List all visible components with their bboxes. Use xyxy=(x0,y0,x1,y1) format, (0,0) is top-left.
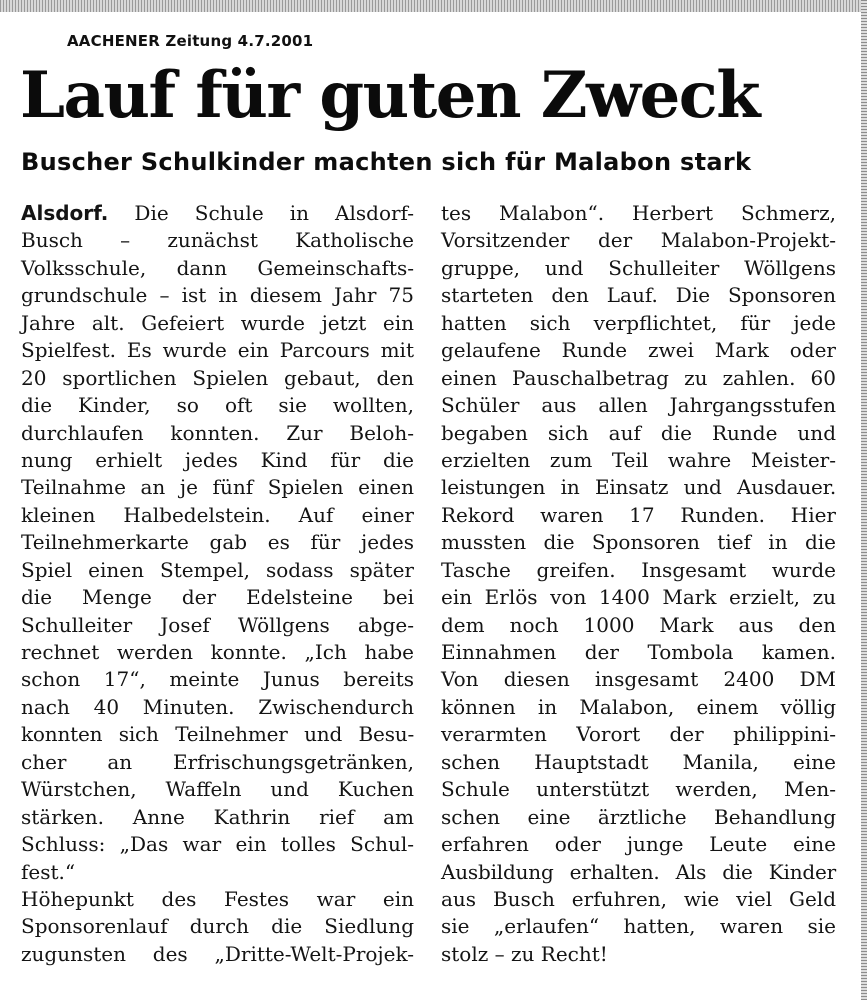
column-line: leistungen in Einsatz und Ausdauer. xyxy=(441,475,836,500)
column-line: Schulleiter Josef Wöllgens abge- xyxy=(21,612,414,637)
column-line: nach 40 Minuten. Zwischendurch xyxy=(21,694,414,719)
column-line: 20 sportlichen Spielen gebaut, den xyxy=(21,365,414,390)
column-line: erfahren oder junge Leute eine xyxy=(441,832,836,857)
column-line: durchlaufen konnten. Zur Beloh- xyxy=(21,420,414,445)
column-line: sie „erlaufen“ hatten, waren sie xyxy=(441,914,836,939)
column-line: Alsdorf. Die Schule in Alsdorf- xyxy=(21,201,414,225)
column-line: die Menge der Edelsteine bei xyxy=(21,585,414,610)
column-line: die Kinder, so oft sie wollten, xyxy=(21,393,414,418)
article-column-right xyxy=(441,200,836,968)
column-line: schen eine ärztliche Behandlung xyxy=(441,804,836,829)
column-line: erzielten zum Teil wahre Meister- xyxy=(441,447,836,472)
column-line: Höhepunkt des Festes war ein xyxy=(21,886,414,911)
column-line: rechnet werden konnte. „Ich habe xyxy=(21,640,414,664)
column-line: können in Malabon, einem völlig xyxy=(441,694,836,719)
column-line: Volksschule, dann Gemeinschafts- xyxy=(21,255,414,280)
column-line: Schule unterstützt werden, Men- xyxy=(441,777,836,802)
column-line: Jahre alt. Gefeiert wurde jetzt ein xyxy=(21,310,414,335)
article-subheadline: Buscher Schulkinder machten sich für Malabon stark xyxy=(21,148,752,176)
article-column-left xyxy=(21,200,414,968)
column-line: dem noch 1000 Mark aus den xyxy=(441,612,836,637)
column-line: Spiel einen Stempel, sodass später xyxy=(21,557,414,582)
dateline: Alsdorf. xyxy=(21,201,109,225)
column-line: Vorsitzender der Malabon-Projekt- xyxy=(441,228,836,253)
column-line: Schüler aus allen Jahrgangsstufen xyxy=(441,393,836,418)
column-line: Spielfest. Es wurde ein Parcours mit xyxy=(21,338,414,363)
column-line: aus Busch erfuhren, wie viel Geld xyxy=(441,886,836,911)
column-line: konnten sich Teilnehmer und Besu- xyxy=(21,722,414,747)
column-line: cher an Erfrischungsgetränken, xyxy=(21,749,414,774)
column-line: grundschule – ist in diesem Jahr 75 xyxy=(21,283,414,308)
scan-edge-top xyxy=(0,0,867,12)
column-line: Von diesen insgesamt 2400 DM xyxy=(441,667,836,692)
column-line: nung erhielt jedes Kind für die xyxy=(21,447,414,472)
newspaper-source-label: AACHENER Zeitung 4.7.2001 xyxy=(67,32,314,50)
column-line: Teilnehmerkarte gab es für jedes xyxy=(21,530,414,555)
column-line: stolz – zu Recht! xyxy=(441,941,608,966)
column-line: tes Malabon“. Herbert Schmerz, xyxy=(441,201,836,225)
column-line: mussten die Sponsoren tief in die xyxy=(441,530,836,555)
column-line: verarmten Vorort der philippini- xyxy=(441,722,836,747)
column-line: Sponsorenlauf durch die Siedlung xyxy=(21,914,414,939)
column-line: schon 17“, meinte Junus bereits xyxy=(21,667,414,692)
column-line: zugunsten des „Dritte-Welt-Projek- xyxy=(21,941,414,966)
column-line: starteten den Lauf. Die Sponsoren xyxy=(441,283,836,308)
article-headline: Lauf für guten Zweck xyxy=(20,58,760,133)
column-line: ein Erlös von 1400 Mark erzielt, zu xyxy=(441,585,836,610)
scan-edge-right xyxy=(861,0,867,1000)
column-line: Würstchen, Waffeln und Kuchen xyxy=(21,777,414,802)
column-line: begaben sich auf die Runde und xyxy=(441,420,836,445)
column-line: Schluss: „Das war ein tolles Schul- xyxy=(21,832,414,857)
column-line: Einnahmen der Tombola kamen. xyxy=(441,640,836,664)
column-line: Ausbildung erhalten. Als die Kinder xyxy=(441,859,836,884)
column-line: kleinen Halbedelstein. Auf einer xyxy=(21,502,414,527)
column-line: hatten sich verpflichtet, für jede xyxy=(441,310,836,335)
column-line: Busch – zunächst Katholische xyxy=(21,228,414,253)
column-line: schen Hauptstadt Manila, eine xyxy=(441,749,836,774)
column-line: stärken. Anne Kathrin rief am xyxy=(21,804,414,829)
column-line: Tasche greifen. Insgesamt wurde xyxy=(441,557,836,582)
column-line: einen Pauschalbetrag zu zahlen. 60 xyxy=(441,365,836,390)
column-line: gruppe, und Schulleiter Wöllgens xyxy=(441,255,836,280)
column-line: gelaufene Runde zwei Mark oder xyxy=(441,338,836,363)
column-line: fest.“ xyxy=(21,859,76,884)
column-line: Rekord waren 17 Runden. Hier xyxy=(441,502,836,527)
column-line: Teilnahme an je fünf Spielen einen xyxy=(21,475,414,500)
